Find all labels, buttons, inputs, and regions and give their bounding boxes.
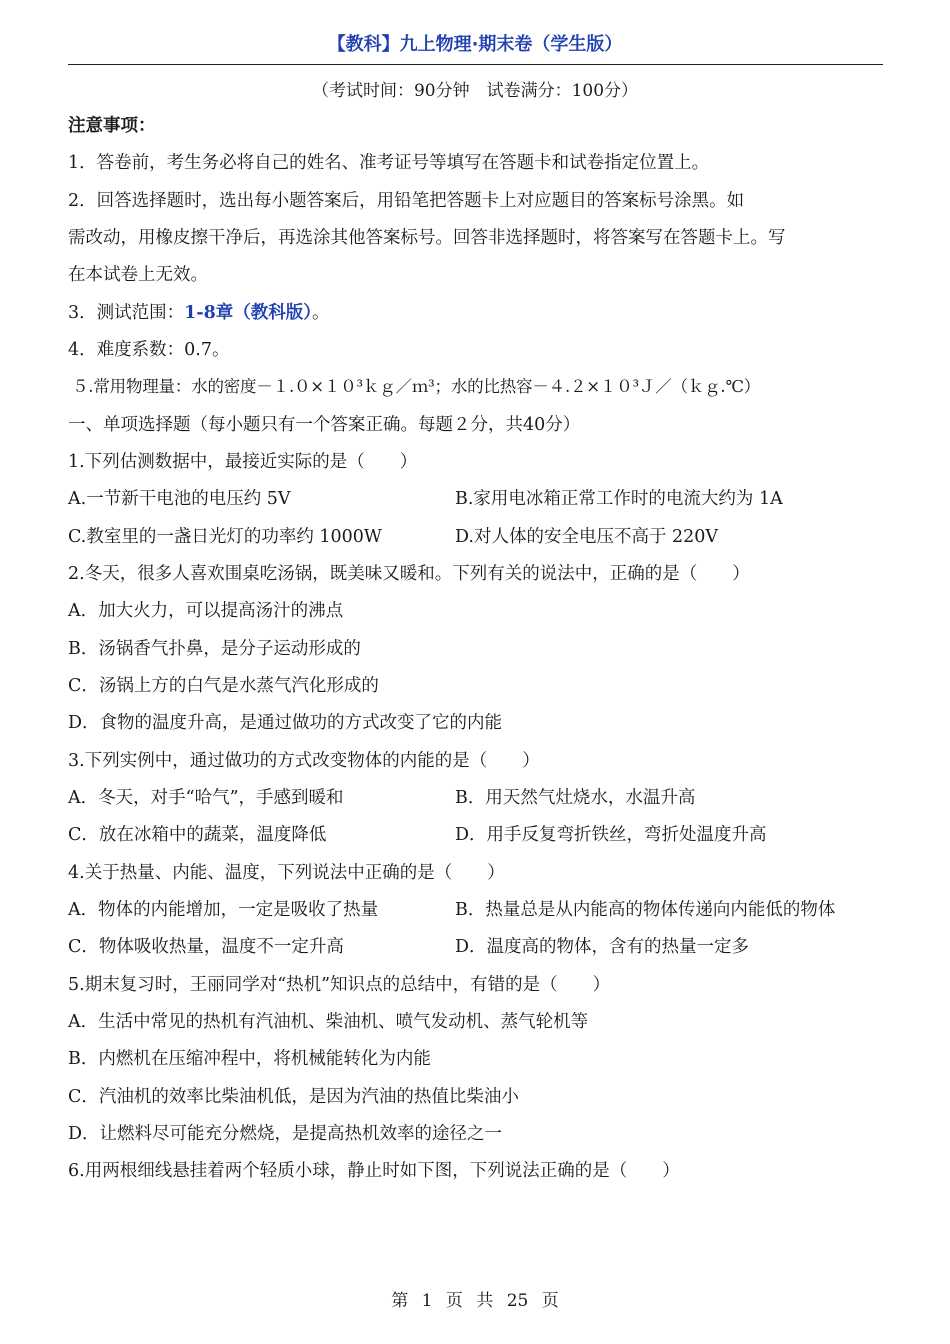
- notice-item-2-line-1: 2．回答选择题时，选出每小题答案后，用铅笔把答题卡上对应题目的答案标号涂黑。如: [68, 191, 745, 211]
- page-total: 25: [506, 1291, 529, 1311]
- q1-stem: 1.下列估测数据中，最接近实际的是（ ）: [68, 452, 418, 472]
- q3-option-b: B．用天然气灶烧水，水温升高: [455, 788, 696, 808]
- notice-item-3: [68, 300, 330, 326]
- notice-item-1: 1．答卷前，考生务必将自己的姓名、准考证号等填写在答题卡和试卷指定位置上。: [68, 153, 710, 173]
- q5-option-b: B．内燃机在压缩冲程中，将机械能转化为内能: [68, 1049, 431, 1069]
- q1-option-b: B.家用电冰箱正常工作时的电流大约为 1A: [455, 489, 783, 509]
- exam-info: （考试时间：90分钟 试卷满分：100分）: [311, 81, 639, 101]
- q1-option-a: A.一节新干电池的电压约 5V: [68, 489, 291, 509]
- page-footer: [0, 1286, 950, 1311]
- q5-option-d: D．让燃料尽可能充分燃烧，是提高热机效率的途径之一: [68, 1124, 503, 1144]
- test-range: 1-8章（教科版）: [184, 303, 313, 323]
- notice-item-3-prefix: 3．测试范围：: [68, 303, 185, 323]
- q3-option-c: C．放在冰箱中的蔬菜，温度降低: [68, 825, 327, 845]
- notice-item-3-suffix: 。: [312, 303, 330, 323]
- q5-stem: 5.期末复习时，王丽同学对“热机”知识点的总结中，有错的是（ ）: [68, 975, 611, 995]
- q4-option-a: A．物体的内能增加，一定是吸收了热量: [68, 900, 379, 920]
- q1-option-c: C.教室里的一盏日光灯的功率约 1000W: [68, 527, 382, 547]
- q2-option-d: D．食物的温度升高，是通过做功的方式改变了它的内能: [68, 713, 503, 733]
- q4-stem: 4.关于热量、内能、温度，下列说法中正确的是（ ）: [68, 863, 505, 883]
- q1-option-d: D.对人体的安全电压不高于 220V: [455, 527, 719, 547]
- section-heading: 一、单项选择题（每小题只有一个答案正确。每题２分，共40分）: [68, 415, 581, 435]
- q3-stem: 3.下列实例中，通过做功的方式改变物体的内能的是（ ）: [68, 751, 540, 771]
- page-number: 1: [421, 1291, 433, 1311]
- q2-stem: 2.冬天，很多人喜欢围桌吃汤锅，既美味又暖和。下列有关的说法中，正确的是（ ）: [68, 564, 750, 584]
- notice-heading: 注意事项：: [68, 116, 156, 136]
- header-divider: [68, 64, 883, 65]
- q4-option-b: B．热量总是从内能高的物体传递向内能低的物体: [455, 900, 836, 920]
- footer-word-4: 页: [541, 1291, 559, 1311]
- q5-option-a: A．生活中常见的热机有汽油机、柴油机、喷气发动机、蒸气轮机等: [68, 1012, 589, 1032]
- q6-stem: 6.用两根细线悬挂着两个轻质小球，静止时如下图，下列说法正确的是（ ）: [68, 1161, 680, 1181]
- notice-item-2-line-3: 在本试卷上无效。: [68, 265, 208, 285]
- footer-word-3: 共: [476, 1291, 494, 1311]
- q2-option-c: C．汤锅上方的白气是水蒸气汽化形成的: [68, 676, 379, 696]
- notice-item-2-line-2: 需改动，用橡皮擦干净后，再选涂其他答案标号。回答非选择题时，将答案写在答题卡上。写: [68, 228, 786, 248]
- footer-word-2: 页: [445, 1291, 463, 1311]
- q2-option-a: A．加大火力，可以提高汤汁的沸点: [68, 601, 344, 621]
- q2-option-b: B．汤锅香气扑鼻，是分子运动形成的: [68, 639, 361, 659]
- q3-option-a: A．冬天，对手“哈气”，手感到暖和: [68, 788, 344, 808]
- q3-option-d: D．用手反复弯折铁丝，弯折处温度升高: [455, 825, 767, 845]
- notice-item-5: ５.常用物理量：水的密度－１.０×１０³ｋｇ／ｍ³；水的比热容－４.２×１０³Ｊ／（ｋｇ.℃）: [72, 377, 761, 396]
- footer-word-1: 第: [391, 1291, 409, 1311]
- q4-option-d: D．温度高的物体，含有的热量一定多: [455, 937, 750, 957]
- notice-item-4: 4．难度系数：0.7。: [68, 340, 230, 360]
- q4-option-c: C．物体吸收热量，温度不一定升高: [68, 937, 344, 957]
- page-title: 【教科】九上物理·期末卷（学生版）: [327, 34, 623, 55]
- q5-option-c: C．汽油机的效率比柴油机低，是因为汽油的热值比柴油小: [68, 1087, 519, 1107]
